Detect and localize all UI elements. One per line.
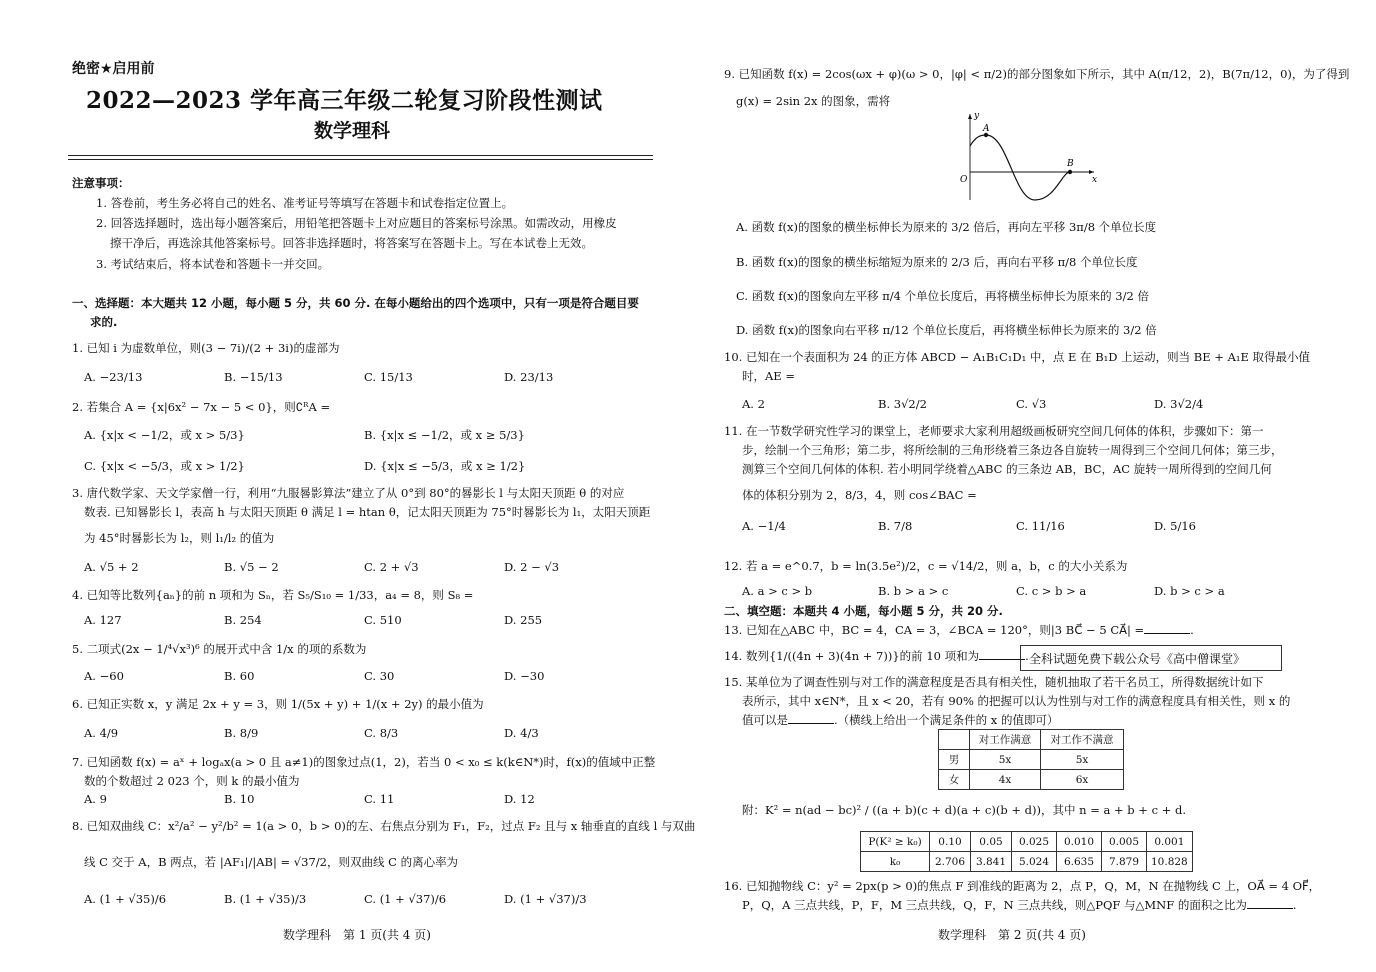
q6-option-c[interactable]: C. 8/3 [364,726,399,740]
header-rule [68,155,653,156]
q8-option-d[interactable]: D. (1 + √37)/3 [504,892,587,906]
question-10: 10. 已知在一个表面积为 24 的正方体 ABCD − A₁B₁C₁D₁ 中，点 E 在 B₁D 上运动，则当 BE + A₁E 取得最小值 [724,350,1311,364]
q7-option-c[interactable]: C. 11 [364,792,395,806]
q1-option-d[interactable]: D. 23/13 [504,370,554,384]
k-squared-formula: 附：K² = n(ad − bc)² / ((a + b)(c + d)(a + c)(b + d))，其中 n = a + b + c + d. [742,803,1187,817]
q9-option-d[interactable]: D. 函数 f(x)的图象向右平移 π/12 个单位长度后，再将横坐标伸长为原来的 3/2 倍 [736,323,1157,337]
q12-option-c[interactable]: C. c > b > a [1016,584,1087,598]
q6-option-d[interactable]: D. 4/3 [504,726,539,740]
x-label: x [1092,175,1098,185]
table-cell: P(K² ≥ k₀) [861,832,930,852]
notice-item: 1. 答卷前，考生务必将自己的姓名、准考证号等填写在答题卡和试卷指定位置上。 [96,196,514,210]
question-4: 4. 已知等比数列{aₙ}的前 n 项和为 Sₙ，若 S₅/S₁₀ = 1/33，a₄ = 8，则 S₈ = [72,588,474,602]
q2-option-c[interactable]: C. {x|x < −5/3，或 x > 1/2} [84,459,245,473]
question-10-cont: 时，AE = [742,369,795,383]
q5-option-a[interactable]: A. −60 [84,669,124,683]
question-7-cont: 数的个数超过 2 023 个，则 k 的最小值为 [84,774,300,788]
q6-option-a[interactable]: A. 4/9 [84,726,119,740]
q4-option-c[interactable]: C. 510 [364,613,402,627]
q3-option-c[interactable]: C. 2 + √3 [364,560,419,574]
exam-title: 2022—2023 学年高三年级二轮复习阶段性测试 [86,87,603,114]
question-15-cont [742,712,1058,728]
critical-value-table [860,831,1193,872]
question-15-cont: 表所示，其中 x∈N*，且 x < 20，若有 90% 的把握可以认为性别与对工作的满意程度具有相关性，则 x 的 [742,694,1291,708]
curve [970,135,1070,200]
header-rule-thin [68,159,653,160]
table-cell: 0.005 [1102,832,1147,852]
q4-option-a[interactable]: A. 127 [84,613,122,627]
point-b-label: B [1067,159,1074,169]
question-15-lead: 值可以是 [742,713,788,727]
table-cell: 5.024 [1012,852,1057,872]
q12-option-a[interactable]: A. a > c > b [742,584,813,598]
answer-blank[interactable] [788,713,834,724]
question-1: 1. 已知 i 为虚数单位，则(3 − 7i)/(2 + 3i)的虚部为 [72,341,340,355]
footer-page-2: 数学理科 第 2 页(共 4 页) [938,928,1086,942]
q11-option-a[interactable]: A. −1/4 [742,519,786,533]
q9-option-a[interactable]: A. 函数 f(x)的图象的横坐标伸长为原来的 3/2 倍后，再向左平移 3π/8 个单位长度 [736,220,1157,234]
question-9-cont: g(x) = 2sin 2x 的图象，需将 [736,94,891,108]
table-cell: 女 [939,770,970,790]
table-cell: 0.001 [1147,832,1193,852]
q5-option-c[interactable]: C. 30 [364,669,395,683]
table-row [939,750,1124,770]
table-cell: 5x [1041,750,1124,770]
question-16-text: P，Q，A 三点共线，P，F，M 三点共线，Q，F，N 三点共线，则△PQF 与△MNF 的面积之比为 [742,898,1247,912]
q1-option-b[interactable]: B. −15/13 [224,370,283,384]
question-16: 16. 已知抛物线 C：y² = 2px(p > 0)的焦点 F 到准线的距离为 2，点 P，Q，M，N 在抛物线 C 上，OA⃗ = 4 OF⃗， [724,879,1321,893]
question-7: 7. 已知函数 f(x) = aˣ + logₐx(a > 0 且 a≠1)的图象过点(1，2)，若当 0 < x₀ ≤ k(k∈N*)时，f(x)的值域中正整 [72,755,656,769]
table-cell: 7.879 [1102,852,1147,872]
q12-option-d[interactable]: D. b > c > a [1154,584,1225,598]
table-cell: 4x [970,770,1041,790]
q4-option-d[interactable]: D. 255 [504,613,543,627]
table-cell: 0.010 [1057,832,1102,852]
q9-option-b[interactable]: B. 函数 f(x)的图象的横坐标缩短为原来的 2/3 后，再向右平移 π/8 个单位长度 [736,255,1138,269]
notice-item: 2. 回答选择题时，选出每小题答案后，用铅笔把答题卡上对应题目的答案标号涂黑。如需改动，用橡皮 [96,216,617,230]
notice-item: 擦干净后，再选涂其他答案标号。回答非选择题时，将答案写在答题卡上。写在本试卷上无效。 [110,236,593,250]
footer-page-1: 数学理科 第 1 页(共 4 页) [283,928,431,942]
question-14-text: 14. 数列{1/((4n + 3)(4n + 7))}的前 10 项和为 [724,649,980,663]
x-axis-arrow [1089,170,1094,174]
q11-option-d[interactable]: D. 5/16 [1154,519,1196,533]
table-cell: 0.10 [930,832,971,852]
question-3: 3. 唐代数学家、天文学家僧一行，利用“九服晷影算法”建立了从 0°到 80°的晷影长 l 与太阳天顶距 θ 的对应 [72,486,625,500]
table-cell: 5x [970,750,1041,770]
table-cell: 6x [1041,770,1124,790]
answer-blank[interactable] [1144,623,1190,634]
q11-option-c[interactable]: C. 11/16 [1016,519,1065,533]
q6-option-b[interactable]: B. 8/9 [224,726,259,740]
table-cell: 0.05 [971,832,1012,852]
section2-heading: 二、填空题：本题共 4 小题，每小题 5 分，共 20 分. [724,604,1003,618]
question-15: 15. 某单位为了调查性别与对工作的满意程度是否具有相关性，随机抽取了若干名员工，所得数据统计如下 [724,675,1264,689]
q5-option-d[interactable]: D. −30 [504,669,545,683]
question-16-cont: P，Q，A 三点共线，P，F，M 三点共线，Q，F，N 三点共线，则△PQF 与△MNF 的面积之比为 . [742,898,1297,912]
q11-option-b[interactable]: B. 7/8 [878,519,913,533]
table-row [939,770,1124,790]
confidential-label: 绝密★启用前 [72,61,155,77]
table-row [861,832,1193,852]
y-label: y [974,111,980,121]
question-11: 11. 在一节数学研究性学习的课堂上，老师要求大家利用超级画板研究空间几何体的体积，步骤如下：第一 [724,424,1264,438]
q7-option-a[interactable]: A. 9 [84,792,107,806]
q3-option-b[interactable]: B. √5 − 2 [224,560,279,574]
q10-option-d[interactable]: D. 3√2/4 [1154,397,1204,411]
origin-label: O [960,175,968,185]
point-b-marker [1068,170,1072,174]
table-cell: 6.635 [1057,852,1102,872]
table-cell: k₀ [861,852,930,872]
ad-box: 全科试题免费下载公众号《高中僧课堂》 [1020,645,1282,671]
table-cell: 10.828 [1147,852,1193,872]
subject-title: 数学理科 [314,120,391,142]
question-8: 8. 已知双曲线 C：x²/a² − y²/b² = 1(a > 0，b > 0)的左、右焦点分别为 F₁，F₂，过点 F₂ 且与 x 轴垂直的直线 l 与双曲 [72,819,696,833]
q1-option-a[interactable]: A. −23/13 [84,370,143,384]
question-3-cont: 数表. 已知晷影长 l，表高 h 与太阳天顶距 θ 满足 l = htan θ，记太阳天顶距为 75°时晷影长为 l₁，太阳天顶距 [84,505,651,519]
question-9: 9. 已知函数 f(x) = 2cos(ωx + φ)(ω > 0，|φ| < π/2)的部分图象如下所示，其中 A(π/12，2)，B(7π/12，0)，为了得到 [724,67,1350,81]
table-cell: 2.706 [930,852,971,872]
notice-item: 3. 考试结束后，将本试卷和答题卡一并交回。 [96,257,330,271]
q8-option-c[interactable]: C. (1 + √37)/6 [364,892,447,906]
question-11-cont: 步，绘制一个三角形；第二步，将所绘制的三角形绕着三条边各自旋转一周得到三个空间几何体；第三步， [742,443,1283,457]
question-5: 5. 二项式(2x − 1/⁴√x³)⁶ 的展开式中含 1/x 的项的系数为 [72,642,367,656]
question-11-cont: 体的体积分别为 2，8/3，4，则 cos∠BAC = [742,488,977,502]
q12-option-b[interactable]: B. b > a > c [878,584,949,598]
question-6: 6. 已知正实数 x，y 满足 2x + y = 3，则 1/(5x + y) + 1/(x + 2y) 的最小值为 [72,697,484,711]
q7-option-d[interactable]: D. 12 [504,792,535,806]
table-cell: 0.025 [1012,832,1057,852]
q10-option-c[interactable]: C. √3 [1016,397,1047,411]
section1-heading: 一、选择题：本大题共 12 小题，每小题 5 分，共 60 分. 在每小题给出的四个选项中，只有一项是符合题目要 [72,296,639,310]
question-14: 14. 数列{1/((4n + 3)(4n + 7))}的前 10 项和为 . [724,649,1029,663]
question-3-cont: 为 45°时晷影长为 l₂，则 l₁/l₂ 的值为 [84,531,275,545]
answer-blank[interactable] [979,649,1025,660]
question-8-cont: 线 C 交于 A，B 两点，若 |AF₁|/|AB| = √37/2，则双曲线 C 的离心率为 [84,855,459,869]
q2-option-b[interactable]: B. {x|x ≤ −1/2，或 x ≥ 5/3} [364,428,525,442]
table-header: 对工作不满意 [1041,730,1124,750]
q3-option-d[interactable]: D. 2 − √3 [504,560,560,574]
q2-option-d[interactable]: D. {x|x ≤ −5/3，或 x ≥ 1/2} [364,459,526,473]
question-13: 13. 已知在△ABC 中，BC = 4，CA = 3，∠BCA = 120°，则|3 BC⃗ − 5 CA⃗| = . [724,623,1194,637]
table-cell: 3.841 [971,852,1012,872]
q3-option-a[interactable]: A. √5 + 2 [84,560,139,574]
table-cell [939,730,970,750]
question-15-tail: .（横线上给出一个满足条件的 x 的值即可） [834,713,1059,727]
point-a-label: A [983,124,990,134]
table-row [939,730,1124,750]
q9-option-c[interactable]: C. 函数 f(x)的图象向左平移 π/4 个单位长度后，再将横坐标伸长为原来的 3/2 倍 [736,289,1149,303]
question-12: 12. 若 a = e^0.7，b = ln(3.5e²)/2，c = √14/2，则 a，b，c 的大小关系为 [724,559,1128,573]
q5-option-b[interactable]: B. 60 [224,669,255,683]
table-cell: 男 [939,750,970,770]
question-11-cont: 测算三个空间几何体的体积. 若小明同学绕着△ABC 的三条边 AB，BC，AC 旋转一周所得到的空间几何 [742,462,1272,476]
q1-option-c[interactable]: C. 15/13 [364,370,413,384]
question-13-text: 13. 已知在△ABC 中，BC = 4，CA = 3，∠BCA = 120°，则|3 BC⃗ − 5 CA⃗| = [724,623,1145,637]
question-2: 2. 若集合 A = {x|6x² − 7x − 5 < 0}，则∁ᴿA = [72,400,331,414]
q10-option-a[interactable]: A. 2 [742,397,765,411]
section1-heading-cont: 求的. [90,315,118,329]
y-axis-arrow [968,114,972,119]
right-page [724,0,1350,972]
q10-option-b[interactable]: B. 3√2/2 [878,397,927,411]
survey-table [938,729,1124,790]
table-header: 对工作满意 [970,730,1041,750]
q8-option-b[interactable]: B. (1 + √35)/3 [224,892,307,906]
q2-option-a[interactable]: A. {x|x < −1/2，或 x > 5/3} [84,428,245,442]
q7-option-b[interactable]: B. 10 [224,792,255,806]
q8-option-a[interactable]: A. (1 + √35)/6 [84,892,167,906]
answer-blank[interactable] [1247,898,1293,909]
left-page [68,0,696,972]
notice-heading: 注意事项： [72,176,130,190]
table-row [861,852,1193,872]
cosine-graph [950,108,1100,204]
q4-option-b[interactable]: B. 254 [224,613,262,627]
